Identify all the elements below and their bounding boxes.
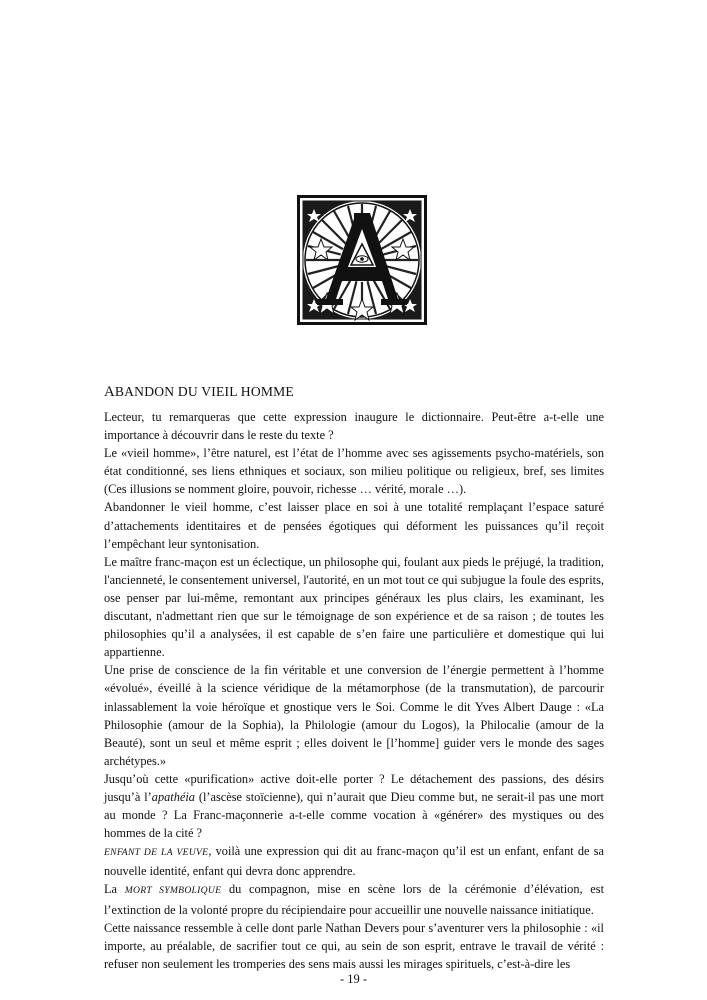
section-title-rest: BANDON DU VIEIL HOMME (114, 384, 294, 399)
paragraph-6-part-b: (l’ascèse stoïcienne), qui n’aurait que Dieu comme but, ne serait-il pas une mort au monde ? La Franc-maçonnerie a-t-elle comme vocation à «générer» des mystiques ou des hommes de la cité ? (104, 789, 604, 841)
paragraph-9: Cette naissance ressemble à celle dont parle Nathan Devers pour s’aventurer vers la philosophie : «il importe, au préalable, de sacrifier tout ce qui, au sein de son esprit, entrave le travail de vérité : refuser non seulement les tromperies des sens mais aussi les mirages spirituels, c’est-à-dire les (104, 920, 604, 971)
paragraph-7 (104, 842, 604, 880)
page-number: - 19 - (339, 972, 368, 986)
enfant-de-la-veuve-term: ENFANT DE LA VEUVE (104, 847, 209, 859)
paragraph-2: Le «vieil homme», l’être naturel, est l’état de l’homme avec ses agissements psycho-matériels, son état conditionné, ses liens ethniques et sociaux, son milieu politique ou religieux, bref, ses limites (Ces illusions se nomment gloire, pouvoir, richesse … vérité, morale …). (104, 446, 604, 497)
paragraph-8-part-a: La (104, 882, 125, 897)
section-title-initial: A (104, 384, 115, 400)
paragraph-3: Abandonner le vieil homme, c’est laisser place en soi à une totalité remplaçant l’espace saturé d’attachements identitaires et de pensées égotiques qui déforment les puissances qu’il reçoit l’empêchant leur syntonisation. (104, 500, 604, 551)
paragraph-6 (104, 770, 604, 842)
apatheia-term: apathéia (151, 789, 195, 804)
paragraph-8 (104, 880, 604, 918)
paragraph-1: Lecteur, tu remarqueras que cette expression inaugure le dictionnaire. Peut-être a-t-elle une importance à découvrir dans le reste du texte ? (104, 410, 604, 443)
paragraph-5: Une prise de conscience de la fin véritable et une conversion de l’énergie permettent à l’homme «évolué», éveillé à la science véridique de la métamorphose (de la transmutation), de parcourir inlassablement la voie héroïque et gnostique vers le Soi. Comme le dit Yves Albert Dauge : «La Philosophie (amour de la Sophia), la Philologie (amour du Logos), la Philocalie (amour de la Beauté), sont un seul et même esprit ; elles doivent le [l’homme] guider vers le monde des sages archétypes.» (104, 663, 604, 768)
paragraph-4: Le maître franc-maçon est un éclectique, un philosophe qui, foulant aux pieds le préjugé, la tradition, l'ancienneté, le consentement universel, l'autorité, en un mot tout ce qui subjugue la foule des esprits, ose penser par lui-même, remontant aux principes généraux les plus clairs, les examinant, les discutant, n'admettant rien que sur le témoignage de son expérience et de sa raison ; de toutes les philosophies qu’il a analysées, il est capable de s’en faire une particulière et domestique qui lui appartienne. (104, 554, 604, 660)
mort-symbolique-term: MORT SYMBOLIQUE (124, 885, 222, 897)
body-text (104, 408, 604, 973)
initial-A-all-seeing-eye-icon (297, 195, 427, 325)
initial-letter-ornament (297, 195, 427, 325)
section-title (104, 384, 294, 401)
paragraph-6-part-a: Jusqu’où cette «purification» active doit-elle porter ? Le détachement des passions, des désirs jusqu’à l’ (104, 771, 604, 804)
paragraph-7-rest: , voilà une expression qui dit au franc-maçon qu’il est un enfant, enfant de sa nouvelle identité, enfant qui devra donc apprendre. (104, 844, 604, 879)
paragraph-8-part-b: du compagnon, mise en scène lors de la cérémonie d’élévation, est l’extinction de la volonté propre du récipiendaire pour accueillir une nouvelle naissance initiatique. (104, 882, 604, 917)
